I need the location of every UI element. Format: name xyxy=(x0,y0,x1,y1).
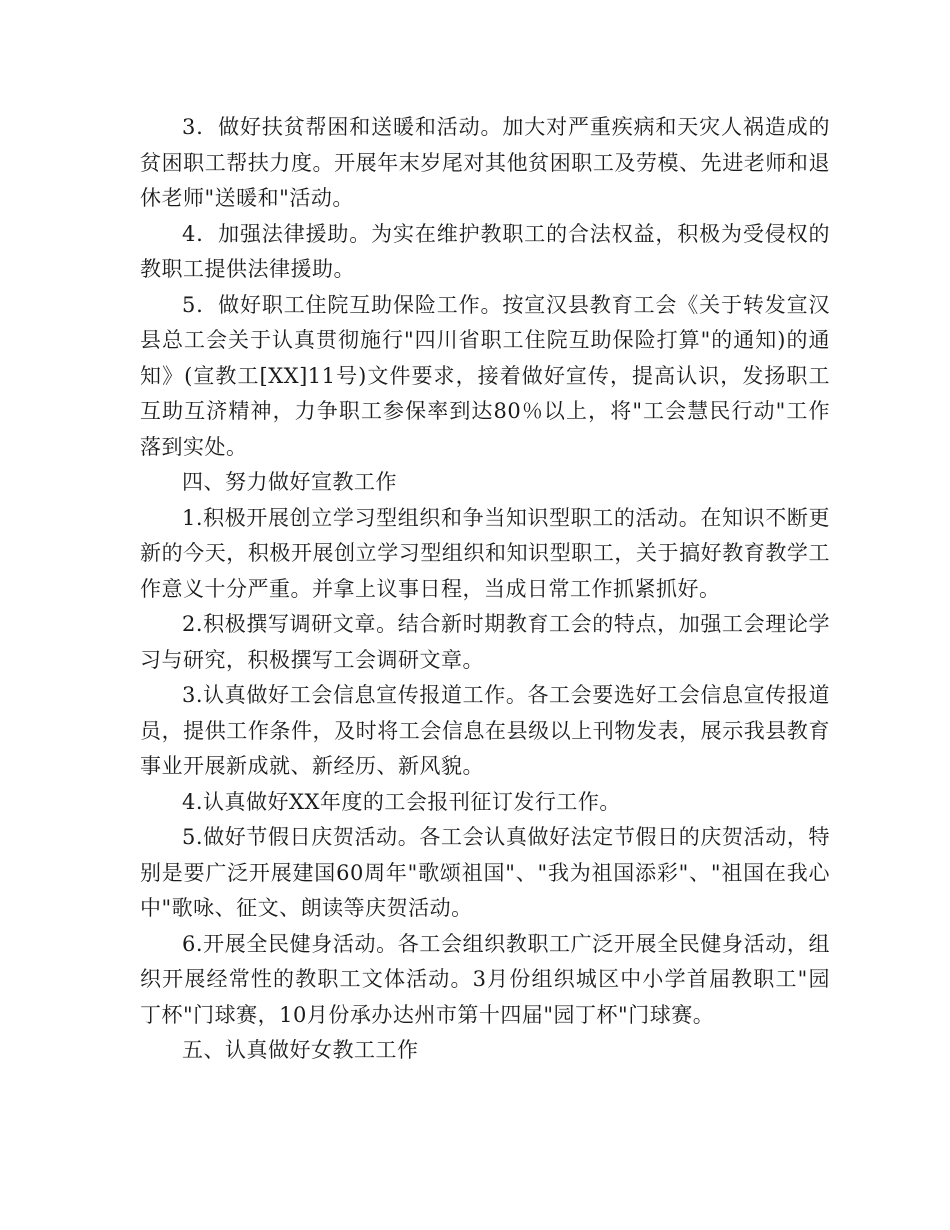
paragraph-holiday-celebrations: 5.做好节假日庆贺活动。各工会认真做好法定节假日的庆贺活动，特别是要广泛开展建国60周年"歌颂祖国"、"我为祖国添彩"、"祖国在我心中"歌咏、征文、朗读等庆贺活动。 xyxy=(140,825,830,920)
paragraph-information-reporting: 3.认真做好工会信息宣传报道工作。各工会要选好工会信息宣传报道员，提供工作条件，及时将工会信息在县级以上刊物发表，展示我县教育事业开展新成就、新经历、新风貌。 xyxy=(140,683,830,778)
paragraph-legal-aid: 4．加强法律援助。为实在维护教职工的合法权益，积极为受侵权的教职工提供法律援助。 xyxy=(140,221,830,281)
section-heading-propaganda: 四、努力做好宣教工作 xyxy=(182,470,397,494)
document-body xyxy=(140,110,830,1069)
paragraph-poverty-relief: 3．做好扶贫帮困和送暖和活动。加大对严重疾病和天灾人祸造成的贫困职工帮扶力度。开展年末岁尾对其他贫困职工及劳模、先进老师和退休老师"送暖和"活动。 xyxy=(140,115,830,210)
paragraph-research-articles: 2.积极撰写调研文章。结合新时期教育工会的特点，加强工会理论学习与研究，积极撰写工会调研文章。 xyxy=(140,612,830,672)
paragraph-fitness-activities: 6.开展全民健身活动。各工会组织教职工广泛开展全民健身活动，组织开展经常性的教职工文体活动。3月份组织城区中小学首届教职工"园丁杯"门球赛，10月份承办达州市第十四届"园丁杯"门球赛。 xyxy=(140,931,830,1027)
paragraph-subscriptions: 4.认真做好XX年度的工会报刊征订发行工作。 xyxy=(182,789,621,814)
paragraph-hospital-insurance: 5．做好职工住院互助保险工作。按宣汉县教育工会《关于转发宣汉县总工会关于认真贯彻施行"四川省职工住院互助保险打算"的通知)的通知》(宣教工[XX]11号)文件要求，接着做好宣传，提高认识，发扬职工互助互济精神，力争职工参保率到达80％以上，将"工会慧民行动"工作落到实处。 xyxy=(140,292,830,459)
paragraph-learning-organization: 1.积极开展创立学习型组织和争当知识型职工的活动。在知识不断更新的今天，积极开展创立学习型组织和知识型职工，关于搞好教育教学工作意义十分严重。并拿上议事日程，当成日常工作抓紧抓好。 xyxy=(140,505,830,601)
section-heading-female-staff: 五、认真做好女教工工作 xyxy=(182,1038,419,1062)
